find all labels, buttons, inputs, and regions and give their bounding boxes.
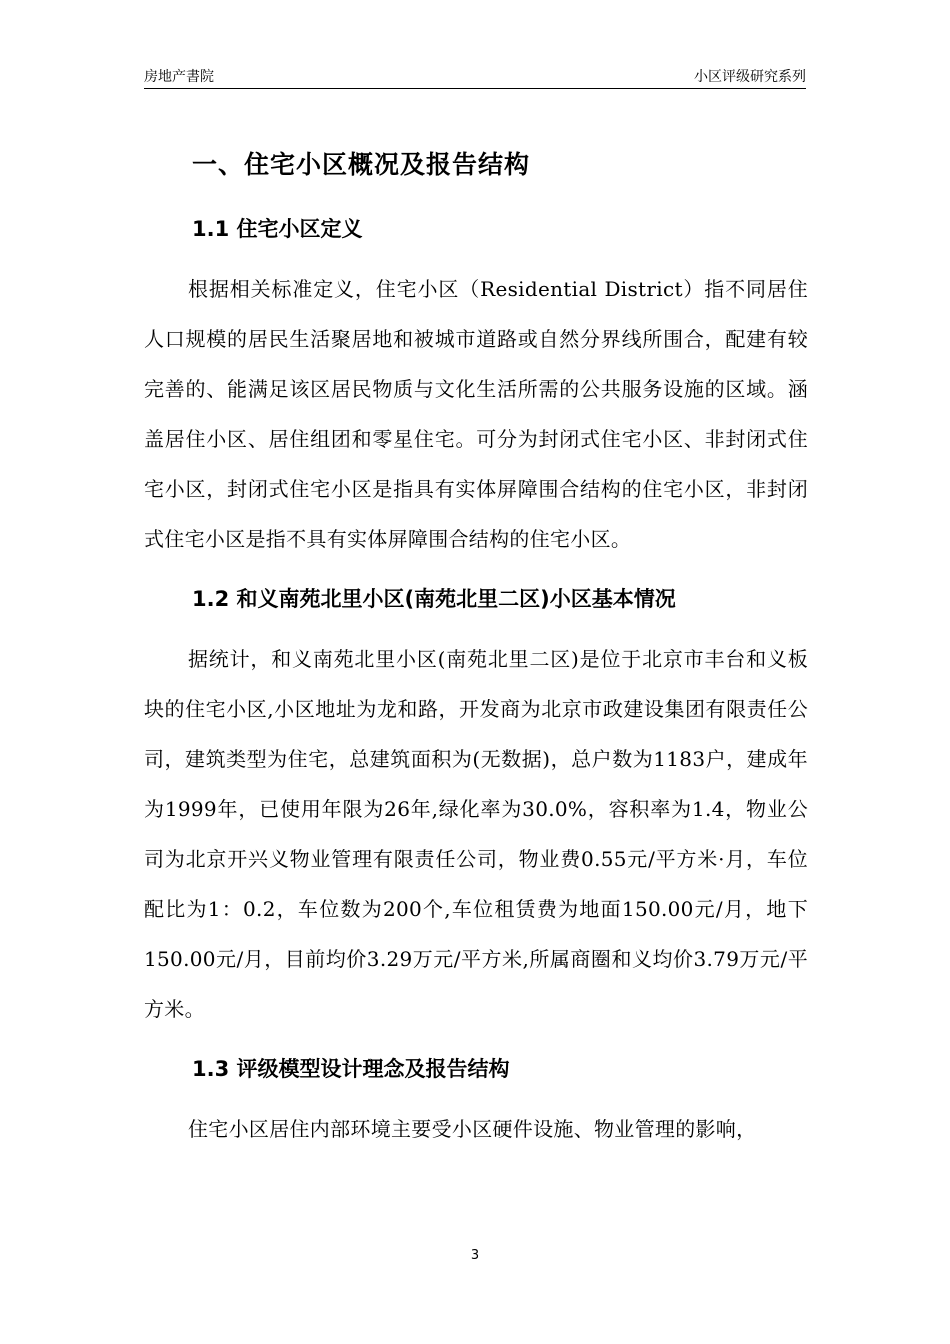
page-content <box>144 140 808 1154</box>
page-header <box>144 66 806 89</box>
paragraph-model-design: 住宅小区居住内部环境主要受小区硬件设施、物业管理的影响， <box>188 1117 757 1141</box>
page-number: 3 <box>470 1248 480 1263</box>
section-title: 一、住宅小区概况及报告结构 <box>192 150 531 179</box>
subsection-heading-1-2: 1.2 和义南苑北里小区(南苑北里二区)小区基本情况 <box>192 587 676 611</box>
header-series-title: 小区评级研究系列 <box>694 69 806 85</box>
header-publisher: 房地产書院 <box>144 69 214 85</box>
subsection-heading-1-3: 1.3 评级模型设计理念及报告结构 <box>192 1057 510 1081</box>
paragraph-definition: 根据相关标准定义，住宅小区（Residential District）指不同居住人口规模的居民生活聚居地和被城市道路或自然分界线所围合，配建有较完善的、能满足该区居民物质与文化生活所需的公共服务设施的区域。涵盖居住小区、居住组团和零星住宅。可分为封闭式住宅小区、非封闭式住宅小区，封闭式住宅小区是指具有实体屏障围合结构的住宅小区，非封闭式住宅小区是指不具有实体屏障围合结构的住宅小区。 <box>144 277 808 551</box>
subsection-heading-1-1: 1.1 住宅小区定义 <box>192 217 363 241</box>
paragraph-basic-info: 据统计，和义南苑北里小区(南苑北里二区)是位于北京市丰台和义板块的住宅小区,小区地址为龙和路，开发商为北京市政建设集团有限责任公司，建筑类型为住宅，总建筑面积为(无数据)，总户数为1183户，建成年为1999年，已使用年限为26年,绿化率为30.0%，容积率为1.4，物业公司为北京开兴义物业管理有限责任公司，物业费0.55元/平方米·月，车位配比为1：0.2，车位数为200个,车位租赁费为地面150.00元/月，地下150.00元/月，目前均价3.29万元/平方米,所属商圈和义均价3.79万元/平方米。 <box>144 647 808 1021</box>
